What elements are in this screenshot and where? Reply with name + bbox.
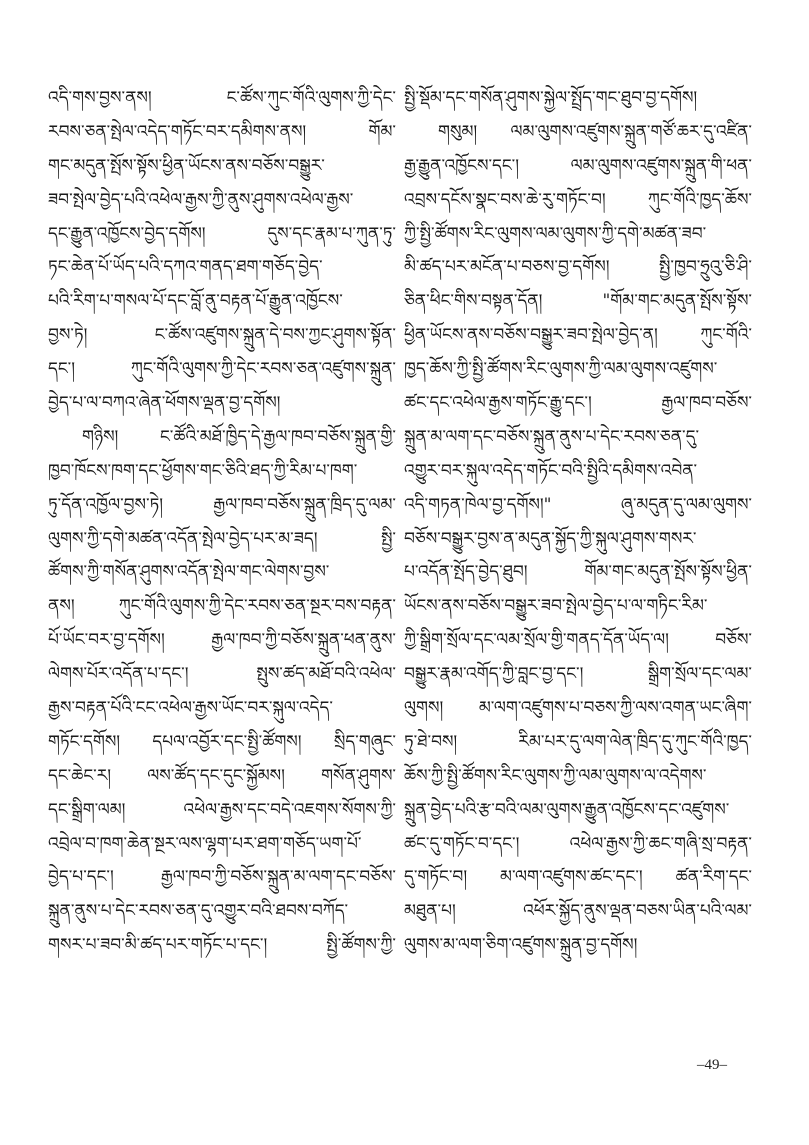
text-line: འགྱུར་བར་སྐུལ་འདེད་གཏོང་བའི་སྤྱིའི་དམིགས་འབེན་ <box>404 460 698 481</box>
text-line: རྒྱ་རྒྱུན་འཁྱོངས་དང་། ལམ་ལུགས་འཛུགས་སྐྲུན་གི་ཕན་ <box>404 155 752 176</box>
text-line: ལུགས། མ་ལག་འཛུགས་པ་བཅས་ཀྱི་ལས་འགན་ཡང་ཞིག་ <box>404 698 752 719</box>
text-line: ཁྱབ་ཁོངས་ཁག་དང་ཕྱོགས་གང་ཅིའི་ཐད་ཀྱི་རིམ་པ་ཁག་ <box>48 460 358 481</box>
text-line: གཏོང་དགོས། དཔལ་འབྱོར་དང་སྤྱི་ཚོགས། སྲིད་གཞུང་ <box>48 731 396 752</box>
text-line: གཉིས། ང་ཚོའི་མཐོ་ཁྱིད་དེ་རྒྱལ་ཁབ་བཅོས་སྐྲུན་གྱི་ <box>82 426 396 447</box>
text-line: འབྲེལ་བ་ཁག་ཆེན་སྔར་ལས་ལྷག་པར་ཐག་གཅོད་ཡག་པོ་ <box>48 833 362 854</box>
text-line: ཏུ་ཐེ་བས། རིམ་པར་དུ་ལག་ལེན་ཁྲིད་དུ་ཀུང་གོའི་ཁྱད་ <box>404 731 752 752</box>
text-line: དང་ཆེང་ར། ལས་ཚོད་དང་དུང་སྐྱོམས། གསོན་ཤུགས་ <box>48 765 396 786</box>
text-line: ཚང་དུ་གཏོང་བ་དང་། འཕེལ་རྒྱས་ཀྱི་ཆང་གཞི་སྲ་བརྟན་ <box>404 833 752 854</box>
text-line: མཐུན་པ། འཕོར་སྐྱོད་ནུས་ལྡན་བཅས་ཡིན་པའི་ལམ་ <box>404 901 752 922</box>
text-line: བྱེད་པ་ལ་བཀའ་ཞེན་ཕོགས་ལྡན་བྱ་དགོས། <box>48 393 281 414</box>
text-line: ལུགས་ཀྱི་དགེ་མཚན་འདོན་སྤེལ་བྱེད་པར་མ་ཟད། སྤྱི་ <box>48 528 396 549</box>
text-line: སྐྲུན་བྱེད་པའི་རྩ་བའི་ལམ་ལུགས་རྒྱུན་འཁྱོངས་དང་འཛུགས་ <box>404 799 730 820</box>
text-line: པའི་རིག་པ་གསལ་པོ་དང་བློ་ནུ་བརྟན་པོ་རྒྱུན་འཁྱོངས་ <box>48 291 343 312</box>
left-text-column <box>48 82 396 963</box>
text-line: ཚོགས་ཀྱི་གསོན་ཤུགས་འདོན་སྤེལ་གང་ལེགས་བྱས་ <box>48 562 330 583</box>
text-line: ཁྱད་ཆོས་ཀྱི་སྤྱི་ཚོགས་རིང་ལུགས་ཀྱི་ལམ་ལུགས་འཛུགས་ <box>404 359 718 380</box>
text-line: འདི་གཏན་ཁེལ་བྱ་དགོས།" ཞུ་མདུན་དུ་ལམ་ལུགས་ <box>404 494 752 515</box>
text-line: ཏང་ཆེན་པོ་ཡོད་པའི་དཀའ་གནད་ཐག་གཅོད་བྱེད་ <box>48 257 323 278</box>
text-line: ཕྱིན་ཡོངས་ནས་བཅོས་བསྒྱུར་ཟབ་སྤེལ་བྱེད་ན། ཀུང་གོའི་ <box>404 325 752 346</box>
text-line: བཅོས་བསྒྱུར་བྱས་ན་མདུན་སྐྱོད་ཀྱི་སྐུལ་ཤུགས་གསར་ <box>404 528 697 549</box>
text-line: ཟབ་སྤེལ་བྱེད་པའི་འཕེལ་རྒྱས་ཀྱི་ནུས་ཤུགས་འཕེལ་རྒྱས་ <box>48 189 354 210</box>
text-line: སྤྱི་སྡོམ་དང་གསོན་ཤུགས་སྐྱེལ་སྤྲོད་གང་ཐུབ་བྱ་དགོས། <box>404 88 698 108</box>
text-line: དུ་གཏོང་བ། མ་ལག་འཛུགས་ཚང་དང་། ཚན་རིག་དང་ <box>404 867 752 888</box>
text-line: སྐྲུན་ནུས་པ་དེང་རབས་ཅན་དུ་འགྱུར་བའི་ཐབས་བཀོད་ <box>48 901 349 922</box>
text-line: དང་། ཀུང་གོའི་ལུགས་ཀྱི་དེང་རབས་ཅན་འཛུགས་སྐྲུན་ <box>48 359 396 380</box>
text-line: སྐྲུན་མ་ལག་དང་བཅོས་སྐྲུན་ནུས་པ་དེང་རབས་ཅན་དུ་ <box>404 426 700 447</box>
text-line: པ་འདོན་སྤོད་བྱེད་ཐུབ། གོམ་གང་མདུན་སྤོས་སྟོས་ཕྱིན་ <box>404 562 752 583</box>
text-line: བྱས་ཏེ། ང་ཚོས་འཛུགས་སྐྲུན་དེ་བས་ཀྱང་ཤུགས་སྟོན་ <box>48 325 396 346</box>
text-line: བསྒྱུར་རྣམ་འགོད་ཀྱི་བླང་བྱ་དང་། སྒྲིག་སྲོལ་དང་ལམ་ <box>404 664 752 685</box>
text-line: ཅིན་ཕིང་གིས་བསྟན་དོན། "གོམ་གང་མདུན་སྤོས་སྟོས་ <box>404 291 752 312</box>
text-line: དང་རྒྱུན་འཁྱོངས་བྱེད་དགོས། དུས་དང་རྣམ་པ་ཀུན་ཏུ་ <box>48 223 396 244</box>
text-line: མི་ཚད་པར་མངོན་པ་བཅས་བྱ་དགོས། སྤྱི་ཁྱབ་ཧྲུའུ་ཅི་ཤི་ <box>404 257 752 278</box>
text-line: ཏུ་དོན་འཁྱོལ་བྱས་ཏེ། རྒྱལ་ཁབ་བཅོས་སྐྲུན་ཁྲིད་དུ་ལམ་ <box>48 494 396 515</box>
text-line: གང་མདུན་སྤོས་སྟོས་ཕྱིན་ཡོངས་ནས་བཅོས་བསྒྱུར་ <box>48 155 325 176</box>
right-text-column <box>404 82 752 963</box>
text-line: ལེགས་པོར་འདོན་པ་དང་། སྤུས་ཚད་མཐོ་བའི་འཕེལ་ <box>48 664 396 685</box>
text-line: རབས་ཅན་སྤེལ་འདེད་གཏོང་བར་དམིགས་ནས། གོམ་ <box>48 121 396 142</box>
text-line: ཆོས་ཀྱི་སྤྱི་ཚོགས་རིང་ལུགས་ཀྱི་ལམ་ལུགས་ལ་འདེགས་ <box>404 765 707 786</box>
text-line: གསུམ། ལམ་ལུགས་འཛུགས་སྐྲུན་གཙོ་ཆར་དུ་འཛིན་ <box>438 121 752 142</box>
text-line: རྒྱས་བརྟན་པོའི་ངང་འཕེལ་རྒྱས་ཡོང་བར་སྐུལ་འདེད་ <box>48 698 333 719</box>
text-line: པོ་ཡོང་བར་བྱ་དགོས། རྒྱལ་ཁབ་ཀྱི་བཅོས་སྐྲུན་ཕན་ནུས་ <box>48 630 396 651</box>
text-line: ཚང་དང་འཕེལ་རྒྱས་གཏོང་རྒྱུ་དང་། རྒྱལ་ཁབ་བཅོས་ <box>404 393 752 414</box>
text-line: འབྲས་དངོས་སྣང་བས་ཆེ་རུ་གཏོང་བ། ཀུང་གོའི་ཁྱད་ཆོས་ <box>404 189 752 210</box>
text-line: ཡོངས་ནས་བཅོས་བསྒྱུར་ཟབ་སྤེལ་བྱེད་པ་ལ་གཏིང་རིམ་ <box>404 596 708 617</box>
text-line: འདི་གས་བྱས་ནས། ང་ཚོས་ཀུང་གོའི་ལུགས་ཀྱི་དེང་ <box>48 88 396 108</box>
text-line: ཀྱི་སྒྲིག་སྲོལ་དང་ལམ་སྲོལ་གྱི་གནད་དོན་ཡོད་ལ། བཅོས་ <box>404 630 752 651</box>
text-line: ཀྱི་སྤྱི་ཚོགས་རིང་ལུགས་ལམ་ལུགས་ཀྱི་དགེ་མཚན་ཟབ་ <box>404 223 707 244</box>
text-line: གསར་པ་ཟབ་མི་ཚད་པར་གཏོང་པ་དང་། སྤྱི་ཚོགས་ཀྱི་ <box>48 935 396 956</box>
text-line: དང་སྒྲིག་ལམ། འཕེལ་རྒྱས་དང་བདེ་འཇགས་སོགས་ཀྱི་ <box>48 799 396 820</box>
text-line: ནས། ཀུང་གོའི་ལུགས་ཀྱི་དེང་རབས་ཅན་སྔར་བས་བརྟན་ <box>48 596 396 617</box>
text-line: བྱེད་པ་དང་། རྒྱལ་ཁབ་ཀྱི་བཅོས་སྐྲུན་མ་ལག་དང་བཅོས་ <box>48 867 396 888</box>
text-line: ལུགས་མ་ལག་ཅིག་འཛུགས་སྐྲུན་བྱ་དགོས། <box>404 935 638 956</box>
page-number: –49– <box>697 1057 727 1073</box>
